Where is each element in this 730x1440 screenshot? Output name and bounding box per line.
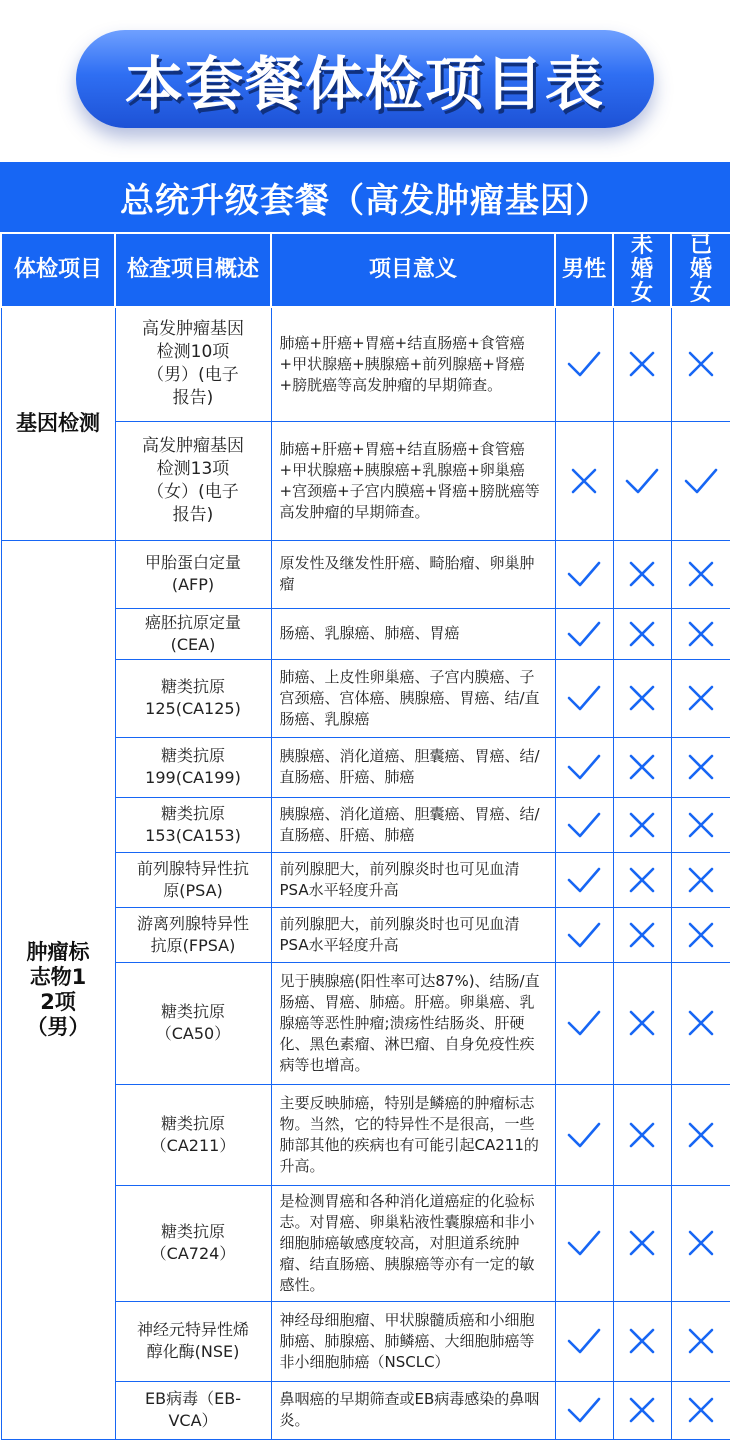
mark-unmarried-female [613,1185,671,1301]
mark-male [555,659,613,737]
col-header-unmarried-female: 未婚女 [613,233,671,307]
item-name: 神经元特异性烯醇化酶(NSE) [115,1301,271,1381]
cross-icon [684,1008,718,1038]
mark-married-female [671,797,730,852]
mark-male [555,1301,613,1381]
item-meaning: 胰腺癌、消化道癌、胆囊癌、胃癌、结/直肠癌、肝癌、肺癌 [271,797,555,852]
mark-male [555,540,613,608]
mark-married-female [671,608,730,659]
cross-icon [684,920,718,950]
item-meaning: 神经母细胞瘤、甲状腺髓质癌和小细胞肺癌、肺腺癌、肺鳞癌、大细胞肺癌等非小细胞肺癌（NSCLC） [271,1301,555,1381]
mark-male [555,421,613,540]
cross-icon [625,349,659,379]
mark-married-female [671,1084,730,1185]
mark-married-female [671,737,730,797]
title-banner [76,30,654,128]
mark-male [555,797,613,852]
cross-icon [567,466,601,496]
checkmark-icon [567,683,601,713]
checkmark-icon [567,1395,601,1425]
cross-icon [625,1120,659,1150]
item-meaning: 肺癌+肝癌+胃癌+结直肠癌+食管癌+甲状腺癌+胰腺癌+前列腺癌+肾癌+膀胱癌等高发肿瘤的早期筛查。 [271,307,555,421]
mark-unmarried-female [613,962,671,1084]
cross-icon [684,865,718,895]
col-header-married-female: 已婚女 [671,233,730,307]
mark-male [555,737,613,797]
header-row [1,233,730,307]
category-label: 肿瘤标志物12项（男） [26,939,90,1039]
mark-male [555,852,613,907]
checkmark-icon [567,349,601,379]
col-header-category: 体检项目 [1,233,115,307]
item-meaning: 是检测胃癌和各种消化道癌症的化验标志。对胃癌、卵巢粘液性囊腺癌和非小细胞肺癌敏感度较高，对胆道系统肿瘤、结直肠癌、胰腺癌等亦有一定的敏感性。 [271,1185,555,1301]
mark-male [555,962,613,1084]
mark-unmarried-female [613,1381,671,1439]
mark-unmarried-female [613,907,671,962]
mark-unmarried-female [613,852,671,907]
item-name: 前列腺特异性抗原(PSA) [115,852,271,907]
item-meaning: 鼻咽癌的早期筛查或EB病毒感染的鼻咽炎。 [271,1381,555,1439]
table-row [1,540,730,608]
cross-icon [625,810,659,840]
mark-unmarried-female [613,307,671,421]
checkmark-icon [567,1120,601,1150]
checkmark-icon [567,810,601,840]
item-meaning: 前列腺肥大，前列腺炎时也可见血清PSA水平轻度升高 [271,852,555,907]
mark-married-female [671,659,730,737]
mark-unmarried-female [613,1301,671,1381]
cross-icon [684,1395,718,1425]
mark-male [555,1185,613,1301]
checkmark-icon [567,559,601,589]
item-meaning: 肠癌、乳腺癌、肺癌、胃癌 [271,608,555,659]
mark-married-female [671,1301,730,1381]
mark-married-female [671,907,730,962]
banner-area [0,0,730,160]
item-name: 糖类抗原（CA50） [115,962,271,1084]
cross-icon [625,1008,659,1038]
item-name: 糖类抗原（CA724） [115,1185,271,1301]
page-title: 本套餐体检项目表 [124,50,605,118]
cross-icon [625,559,659,589]
cross-icon [684,1326,718,1356]
cross-icon [625,683,659,713]
checkmark-icon [567,1008,601,1038]
cross-icon [625,1395,659,1425]
package-title: 总统升级套餐（高发肿瘤基因） [0,162,730,232]
cross-icon [684,559,718,589]
checkmark-icon [567,752,601,782]
col-header-male: 男性 [555,233,613,307]
cross-icon [684,619,718,649]
item-name: EB病毒（EB-VCA） [115,1381,271,1439]
category-tumor-markers [1,540,115,1439]
checkmark-icon [567,865,601,895]
cross-icon [684,349,718,379]
checkmark-icon [684,466,718,496]
mark-unmarried-female [613,659,671,737]
mark-male [555,1084,613,1185]
mark-male [555,307,613,421]
cross-icon [684,1120,718,1150]
item-meaning: 原发性及继发性肝癌、畸胎瘤、卵巢肿瘤 [271,540,555,608]
mark-unmarried-female [613,421,671,540]
cross-icon [625,865,659,895]
cross-icon [684,1228,718,1258]
mark-married-female [671,1381,730,1439]
item-name: 高发肿瘤基因检测13项（女）(电子报告) [115,421,271,540]
mark-married-female [671,1185,730,1301]
mark-unmarried-female [613,608,671,659]
item-meaning: 前列腺肥大，前列腺炎时也可见血清PSA水平轻度升高 [271,907,555,962]
mark-married-female [671,421,730,540]
item-name: 糖类抗原199(CA199) [115,737,271,797]
item-meaning: 肺癌、上皮性卵巢癌、子宫内膜癌、子宫颈癌、宫体癌、胰腺癌、胃癌、结/直肠癌、乳腺癌 [271,659,555,737]
cross-icon [684,683,718,713]
item-meaning: 主要反映肺癌，特别是鳞癌的肿瘤标志物。当然，它的特异性不是很高，一些肺部其他的疾病也有可能引起CA211的升高。 [271,1084,555,1185]
checkmark-icon [567,1326,601,1356]
mark-married-female [671,852,730,907]
mark-unmarried-female [613,737,671,797]
mark-unmarried-female [613,797,671,852]
item-name: 糖类抗原（CA211） [115,1084,271,1185]
mark-unmarried-female [613,540,671,608]
item-meaning: 肺癌+肝癌+胃癌+结直肠癌+食管癌+甲状腺癌+胰腺癌+乳腺癌+卵巢癌+宫颈癌+子宫内膜癌+肾癌+膀胱癌等高发肿瘤的早期筛查。 [271,421,555,540]
cross-icon [625,619,659,649]
item-name: 游离列腺特异性抗原(FPSA) [115,907,271,962]
item-name: 糖类抗原125(CA125) [115,659,271,737]
mark-male [555,1381,613,1439]
table-row [1,307,730,421]
cross-icon [625,1228,659,1258]
mark-unmarried-female [613,1084,671,1185]
col-header-meaning: 项目意义 [271,233,555,307]
exam-table [0,232,730,1440]
item-meaning: 见于胰腺癌(阳性率可达87%)、结肠/直肠癌、胃癌、肺癌。肝癌。卵巢癌、乳腺癌等恶性肿瘤;溃疡性结肠炎、肝硬化、黑色素瘤、淋巴瘤、自身免疫性疾病等也增高。 [271,962,555,1084]
mark-male [555,608,613,659]
category-label: 基因检测 [16,411,100,436]
item-name: 高发肿瘤基因检测10项（男）(电子报告) [115,307,271,421]
cross-icon [625,920,659,950]
mark-married-female [671,962,730,1084]
item-name: 癌胚抗原定量(CEA) [115,608,271,659]
mark-married-female [671,307,730,421]
checkmark-icon [567,619,601,649]
mark-married-female [671,540,730,608]
mark-male [555,907,613,962]
cross-icon [684,810,718,840]
cross-icon [625,752,659,782]
item-name: 糖类抗原153(CA153) [115,797,271,852]
item-name: 甲胎蛋白定量(AFP) [115,540,271,608]
cross-icon [625,1326,659,1356]
col-header-overview: 检查项目概述 [115,233,271,307]
category-gene-testing [1,307,115,540]
checkmark-icon [567,1228,601,1258]
checkmark-icon [567,920,601,950]
checkmark-icon [625,466,659,496]
cross-icon [684,752,718,782]
item-meaning: 胰腺癌、消化道癌、胆囊癌、胃癌、结/直肠癌、肝癌、肺癌 [271,737,555,797]
